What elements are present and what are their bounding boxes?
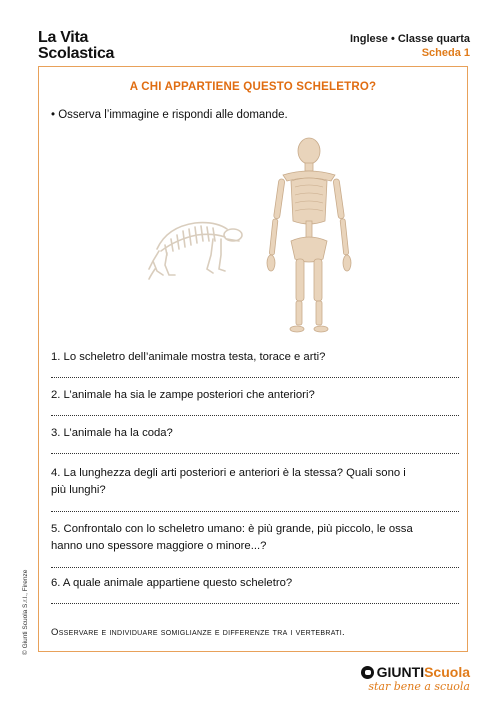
answer-line-4[interactable] (51, 511, 459, 512)
question-5-line-2: hanno uno spessore maggiore o minore...? (51, 540, 267, 552)
answer-line-1[interactable] (51, 377, 459, 378)
logo-line-2: Scolastica (38, 45, 115, 62)
answer-line-3[interactable] (51, 453, 459, 454)
answer-line-6[interactable] (51, 603, 459, 604)
question-4-line-1: 4. La lunghezza degli arti posteriori e anteriori è la stessa? Quali sono i (51, 467, 406, 479)
animal-skeleton-illustration (147, 209, 247, 281)
logo-line-1: La Vita (38, 29, 89, 46)
publisher-name (361, 664, 470, 680)
publisher-name-part2: Scuola (424, 664, 470, 680)
learning-objective: Osservare e individuare somiglianze e differenze tra i vertebrati. (51, 627, 345, 638)
worksheet-frame (38, 66, 468, 652)
giunti-logo-icon (361, 666, 374, 679)
question-4 (51, 465, 461, 499)
copyright-note: © Giunti Scuola S.r.l., Firenze (22, 569, 29, 655)
question-2: 2. L’animale ha sia le zampe posteriori che anteriori? (51, 389, 315, 401)
question-4-line-2: più lunghi? (51, 484, 106, 496)
worksheet-title: A CHI APPARTIENE QUESTO SCHELETRO? (129, 81, 377, 93)
magazine-logo (38, 30, 114, 62)
question-6: 6. A quale animale appartiene questo scheletro? (51, 577, 293, 589)
publisher-brand (361, 664, 470, 693)
publisher-tagline: star bene a scuola (368, 680, 470, 693)
header-info (350, 32, 470, 60)
answer-line-2[interactable] (51, 415, 459, 416)
sheet-label: Scheda 1 (421, 47, 470, 59)
question-5-line-1: 5. Confrontalo con lo scheletro umano: è più grande, più piccolo, le ossa (51, 523, 413, 535)
publisher-name-part1: GIUNTI (376, 664, 425, 680)
question-5 (51, 521, 461, 555)
question-1: 1. Lo scheletro dell’animale mostra testa, torace e arti? (51, 351, 326, 363)
question-3: 3. L’animale ha la coda? (51, 427, 173, 439)
human-skeleton-illustration (261, 135, 357, 335)
instruction: • Osserva l’immagine e rispondi alle domande. (51, 109, 288, 121)
subject-label: Inglese • Classe quarta (349, 33, 470, 45)
answer-line-5[interactable] (51, 567, 459, 568)
